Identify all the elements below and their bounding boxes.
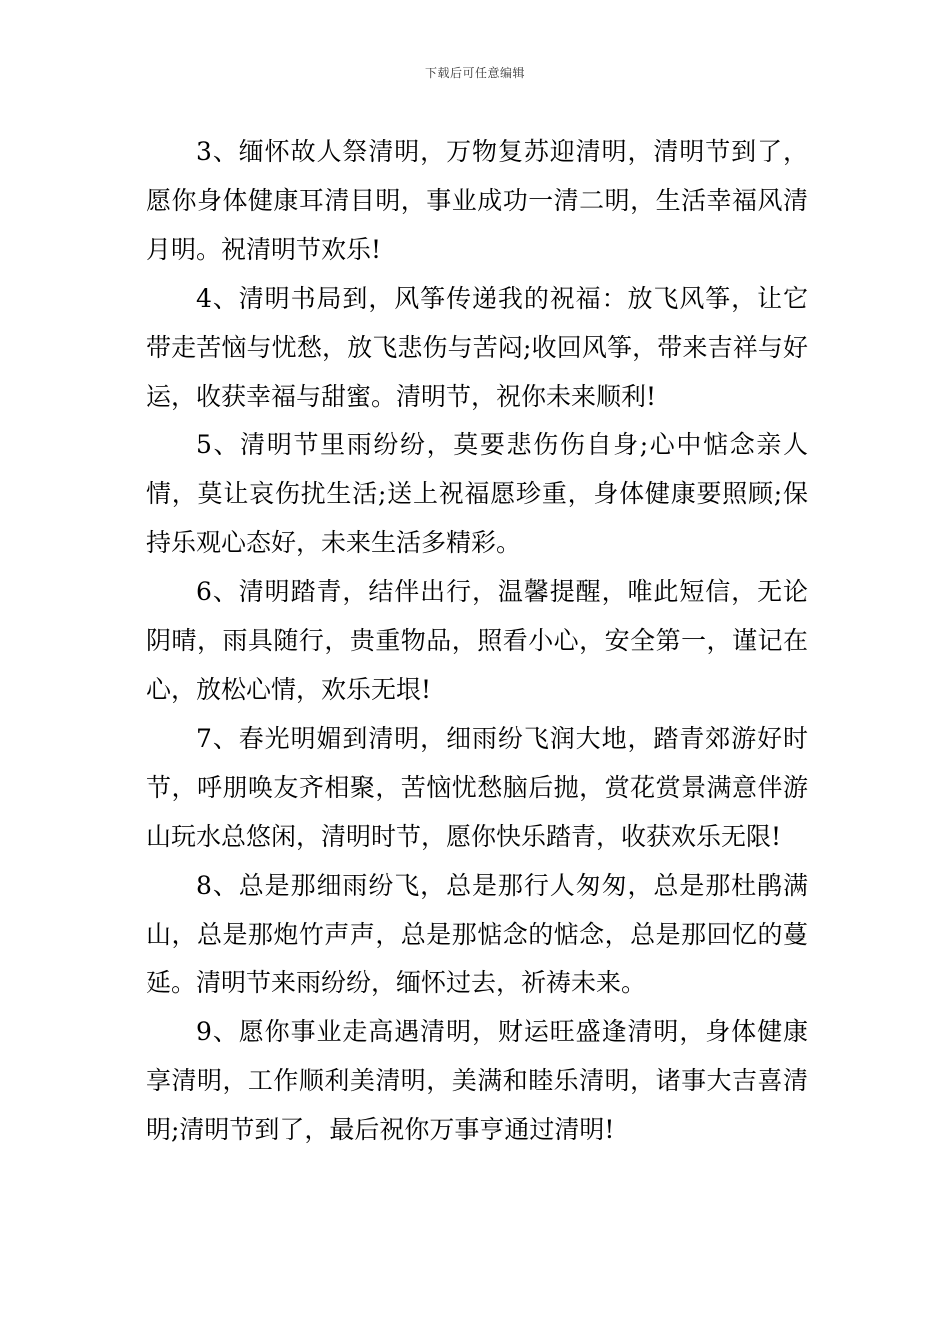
paragraph-9: 9、愿你事业走高遇清明，财运旺盛逢清明，身体健康享清明，工作顺利美清明，美满和睦乐清明，诸事大吉喜清明;清明节到了，最后祝你万事亨通过清明! (146, 1017, 808, 1145)
paragraph-5: 5、清明节里雨纷纷，莫要悲伤伤自身;心中惦念亲人情，莫让哀伤扰生活;送上祝福愿珍重，身体健康要照顾;保持乐观心态好，未来生活多精彩。 (146, 430, 808, 558)
page-header: 下载后可任意编辑 (424, 66, 525, 80)
paragraph-8: 8、总是那细雨纷飞，总是那行人匆匆，总是那杜鹃满山，总是那炮竹声声，总是那惦念的惦念，总是那回忆的蔓延。清明节来雨纷纷，缅怀过去，祈祷未来。 (146, 870, 808, 998)
paragraph-6: 6、清明踏青，结伴出行，温馨提醒，唯此短信，无论阴晴，雨具随行，贵重物品，照看小心，安全第一，谨记在心，放松心情，欢乐无垠! (146, 577, 808, 704)
paragraph-7: 7、春光明媚到清明，细雨纷飞润大地，踏青郊游好时节，呼朋唤友齐相聚，苦恼忧愁脑后抛，赏花赏景满意伴游山玩水总悠闲，清明时节，愿你快乐踏青，收获欢乐无限! (146, 723, 808, 851)
document-body (146, 128, 808, 1155)
paragraph-4: 4、清明书局到，风筝传递我的祝福：放飞风筝，让它带走苦恼与忧愁，放飞悲伤与苦闷;收回风筝，带来吉祥与好运，收获幸福与甜蜜。清明节，祝你未来顺利! (146, 283, 808, 411)
paragraph-3: 3、缅怀故人祭清明，万物复苏迎清明，清明节到了，愿你身体健康耳清目明，事业成功一清二明，生活幸福风清月明。祝清明节欢乐! (146, 137, 808, 264)
